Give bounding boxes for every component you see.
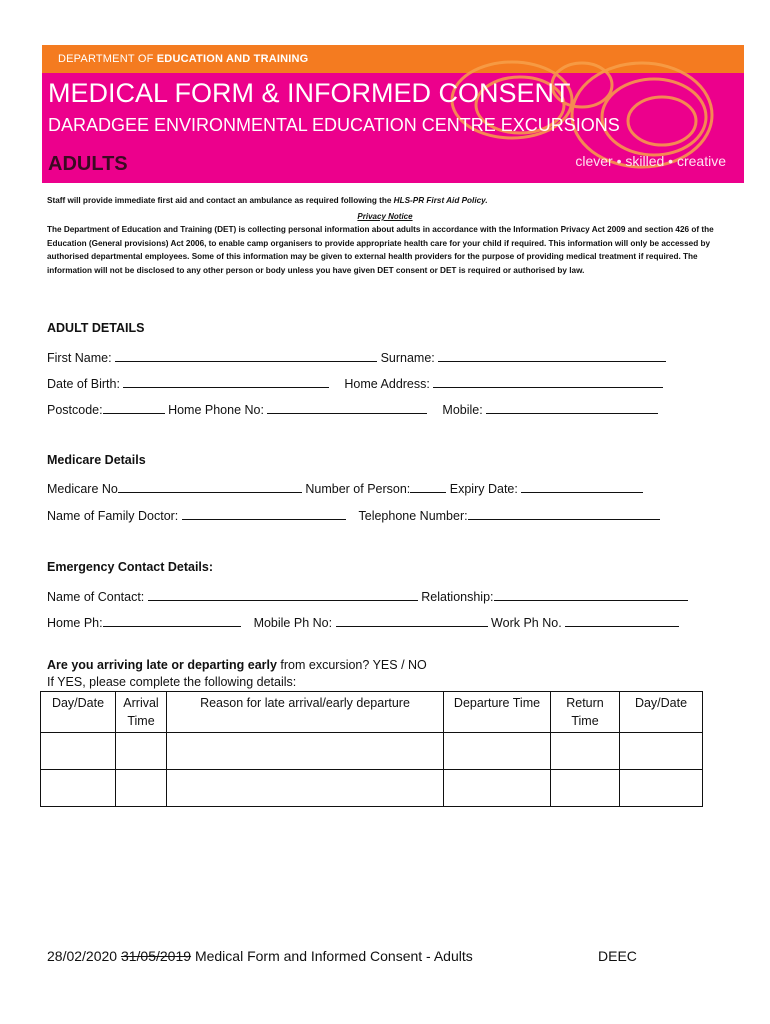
first-aid-note: Staff will provide immediate first aid and contact an ambulance as required following the HLS-PR First Aid Policy. xyxy=(47,196,488,205)
emergency-row-1 xyxy=(47,587,688,604)
table-cell[interactable] xyxy=(620,733,703,770)
table-cell[interactable] xyxy=(167,770,444,807)
medicare-no-label: Medicare No xyxy=(47,482,118,496)
relationship-field[interactable] xyxy=(494,587,688,601)
dob-label: Date of Birth: xyxy=(47,377,120,391)
table-cell[interactable] xyxy=(41,733,116,770)
person-no-label: Number of Person: xyxy=(305,482,411,496)
first-name-field[interactable] xyxy=(115,348,377,362)
table-cell[interactable] xyxy=(551,770,620,807)
table-cell[interactable] xyxy=(620,770,703,807)
footer-doc-title: Medical Form and Informed Consent - Adults xyxy=(194,948,473,964)
postcode-label: Postcode: xyxy=(47,403,103,417)
footer-old-date: 31/05/2019 xyxy=(120,948,192,964)
mobile-ph-label: Mobile Ph No: xyxy=(253,616,333,630)
surname-label: Surname: xyxy=(380,351,435,365)
late-question: Are you arriving late or departing early from excursion? YES / NO xyxy=(47,658,427,672)
audience-label: ADULTS xyxy=(48,153,128,175)
late-arrival-table xyxy=(40,691,703,807)
footer-text xyxy=(47,948,473,964)
home-address-field[interactable] xyxy=(433,374,663,388)
medicare-row-2 xyxy=(47,506,660,523)
home-phone-label: Home Phone No: xyxy=(168,403,264,417)
col-day-date-2: Day/Date xyxy=(620,692,703,733)
mobile-label: Mobile: xyxy=(442,403,483,417)
contact-label: Name of Contact: xyxy=(47,590,145,604)
form-subtitle: DARADGEE ENVIRONMENTAL EDUCATION CENTRE EXCURSIONS xyxy=(48,115,620,135)
mobile-field[interactable] xyxy=(486,400,658,414)
home-ph-label: Home Ph: xyxy=(47,616,103,630)
footer-date: 28/02/2020 xyxy=(47,948,118,964)
table-cell[interactable] xyxy=(444,770,551,807)
adult-details-heading: ADULT DETAILS xyxy=(47,321,145,335)
table-cell[interactable] xyxy=(41,770,116,807)
medicare-heading: Medicare Details xyxy=(47,453,146,467)
emergency-row-2 xyxy=(47,613,679,630)
first-name-label: First Name: xyxy=(47,351,112,365)
form-title: MEDICAL FORM & INFORMED CONSENT xyxy=(48,78,571,108)
col-reason: Reason for late arrival/early departure xyxy=(167,692,444,733)
table-row xyxy=(41,770,703,807)
contact-field[interactable] xyxy=(148,587,418,601)
medicare-no-field[interactable] xyxy=(118,479,302,493)
dob-field[interactable] xyxy=(123,374,329,388)
privacy-text: The Department of Education and Training (DET) is collecting personal information about adults in accordance with the Information Privacy Act 2009 and section 426 of the Education (General provisions) Act 2006, to enable camp organisers to provide appropriate health care for your child if required. This information will only be accessed by authorised departmental employees. Some of this information may be given to external health providers for the purpose of providing medical treatment if required. The information will not be disclosed to any other person or body unless you have given DET consent or DET is required or authorised by law. xyxy=(47,225,714,275)
header-banner xyxy=(42,45,744,183)
person-no-field[interactable] xyxy=(410,479,446,493)
table-header-row xyxy=(41,692,703,733)
home-phone-field[interactable] xyxy=(267,400,427,414)
late-instruction: If YES, please complete the following details: xyxy=(47,675,297,689)
emergency-heading: Emergency Contact Details: xyxy=(47,560,214,574)
telephone-field[interactable] xyxy=(468,506,660,520)
doctor-label: Name of Family Doctor: xyxy=(47,509,179,523)
telephone-label: Telephone Number: xyxy=(358,509,468,523)
doctor-field[interactable] xyxy=(182,506,346,520)
department-name: DEPARTMENT OF EDUCATION AND TRAINING xyxy=(58,53,309,65)
privacy-heading: Privacy Notice xyxy=(357,212,413,221)
expiry-field[interactable] xyxy=(521,479,643,493)
table-cell[interactable] xyxy=(444,733,551,770)
footer-org: DEEC xyxy=(598,948,637,964)
table-cell[interactable] xyxy=(167,733,444,770)
relationship-label: Relationship: xyxy=(421,590,494,604)
surname-field[interactable] xyxy=(438,348,666,362)
col-departure-time: Departure Time xyxy=(444,692,551,733)
work-ph-field[interactable] xyxy=(565,613,679,627)
expiry-label: Expiry Date: xyxy=(449,482,518,496)
home-ph-field[interactable] xyxy=(103,613,241,627)
table-row xyxy=(41,733,703,770)
tagline: clever • skilled • creative xyxy=(575,153,726,169)
medicare-row-1 xyxy=(47,479,643,496)
table-cell[interactable] xyxy=(551,733,620,770)
table-cell[interactable] xyxy=(116,770,167,807)
postcode-field[interactable] xyxy=(103,400,165,414)
home-address-label: Home Address: xyxy=(344,377,430,391)
adult-row-2 xyxy=(47,374,663,391)
adult-row-1 xyxy=(47,348,666,365)
mobile-ph-field[interactable] xyxy=(336,613,488,627)
col-day-date: Day/Date xyxy=(41,692,116,733)
work-ph-label: Work Ph No. xyxy=(491,616,562,630)
col-arrival-time: Arrival Time xyxy=(116,692,167,733)
adult-row-3 xyxy=(47,400,658,417)
col-return-time: Return Time xyxy=(551,692,620,733)
table-cell[interactable] xyxy=(116,733,167,770)
